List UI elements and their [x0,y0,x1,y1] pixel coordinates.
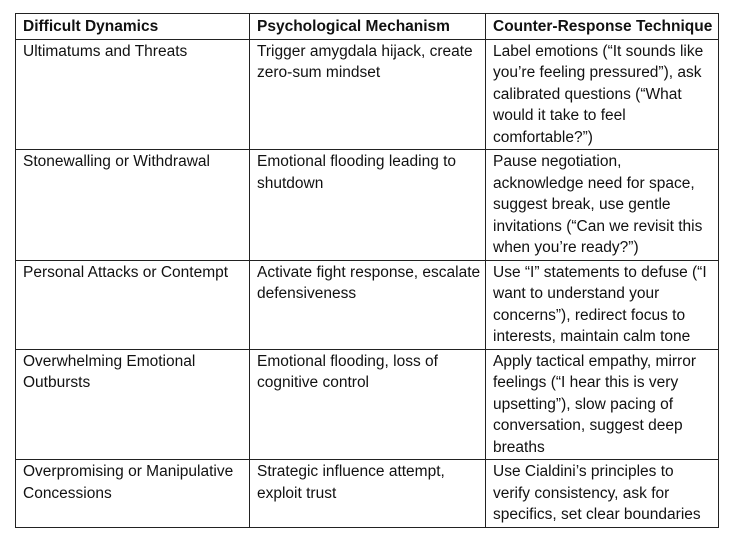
header-psychological-mechanism: Psychological Mechanism [250,14,486,40]
dynamic-cell: Stonewalling or Withdrawal [16,150,250,261]
table-row [16,260,719,349]
table-row [16,460,719,528]
table-row [16,349,719,460]
technique-cell: Use Cialdini’s principles to verify consistency, ask for specifics, set clear boundaries [486,460,719,528]
mechanism-cell: Trigger amygdala hijack, create zero-sum mindset [250,39,486,150]
technique-cell: Use “I” statements to defuse (“I want to understand your concerns”), redirect focus to interests, maintain calm tone [486,260,719,349]
dynamic-cell: Personal Attacks or Contempt [16,260,250,349]
dynamic-cell: Overpromising or Manipulative Concessions [16,460,250,528]
mechanism-cell: Strategic influence attempt, exploit trust [250,460,486,528]
header-counter-response-technique: Counter-Response Technique [486,14,719,40]
mechanism-cell: Emotional flooding, loss of cognitive control [250,349,486,460]
technique-cell: Label emotions (“It sounds like you’re feeling pressured”), ask calibrated questions (“What would it take to feel comfortable?”) [486,39,719,150]
header-row [16,14,719,40]
mechanism-cell: Emotional flooding leading to shutdown [250,150,486,261]
dynamics-table [15,13,719,528]
table-row [16,39,719,150]
table-row [16,150,719,261]
header-difficult-dynamics: Difficult Dynamics [16,14,250,40]
technique-cell: Pause negotiation, acknowledge need for space, suggest break, use gentle invitations (“Can we revisit this when you’re ready?”) [486,150,719,261]
mechanism-cell: Activate fight response, escalate defensiveness [250,260,486,349]
dynamic-cell: Overwhelming Emotional Outbursts [16,349,250,460]
dynamic-cell: Ultimatums and Threats [16,39,250,150]
technique-cell: Apply tactical empathy, mirror feelings (“I hear this is very upsetting”), slow pacing of conversation, suggest deep breaths [486,349,719,460]
